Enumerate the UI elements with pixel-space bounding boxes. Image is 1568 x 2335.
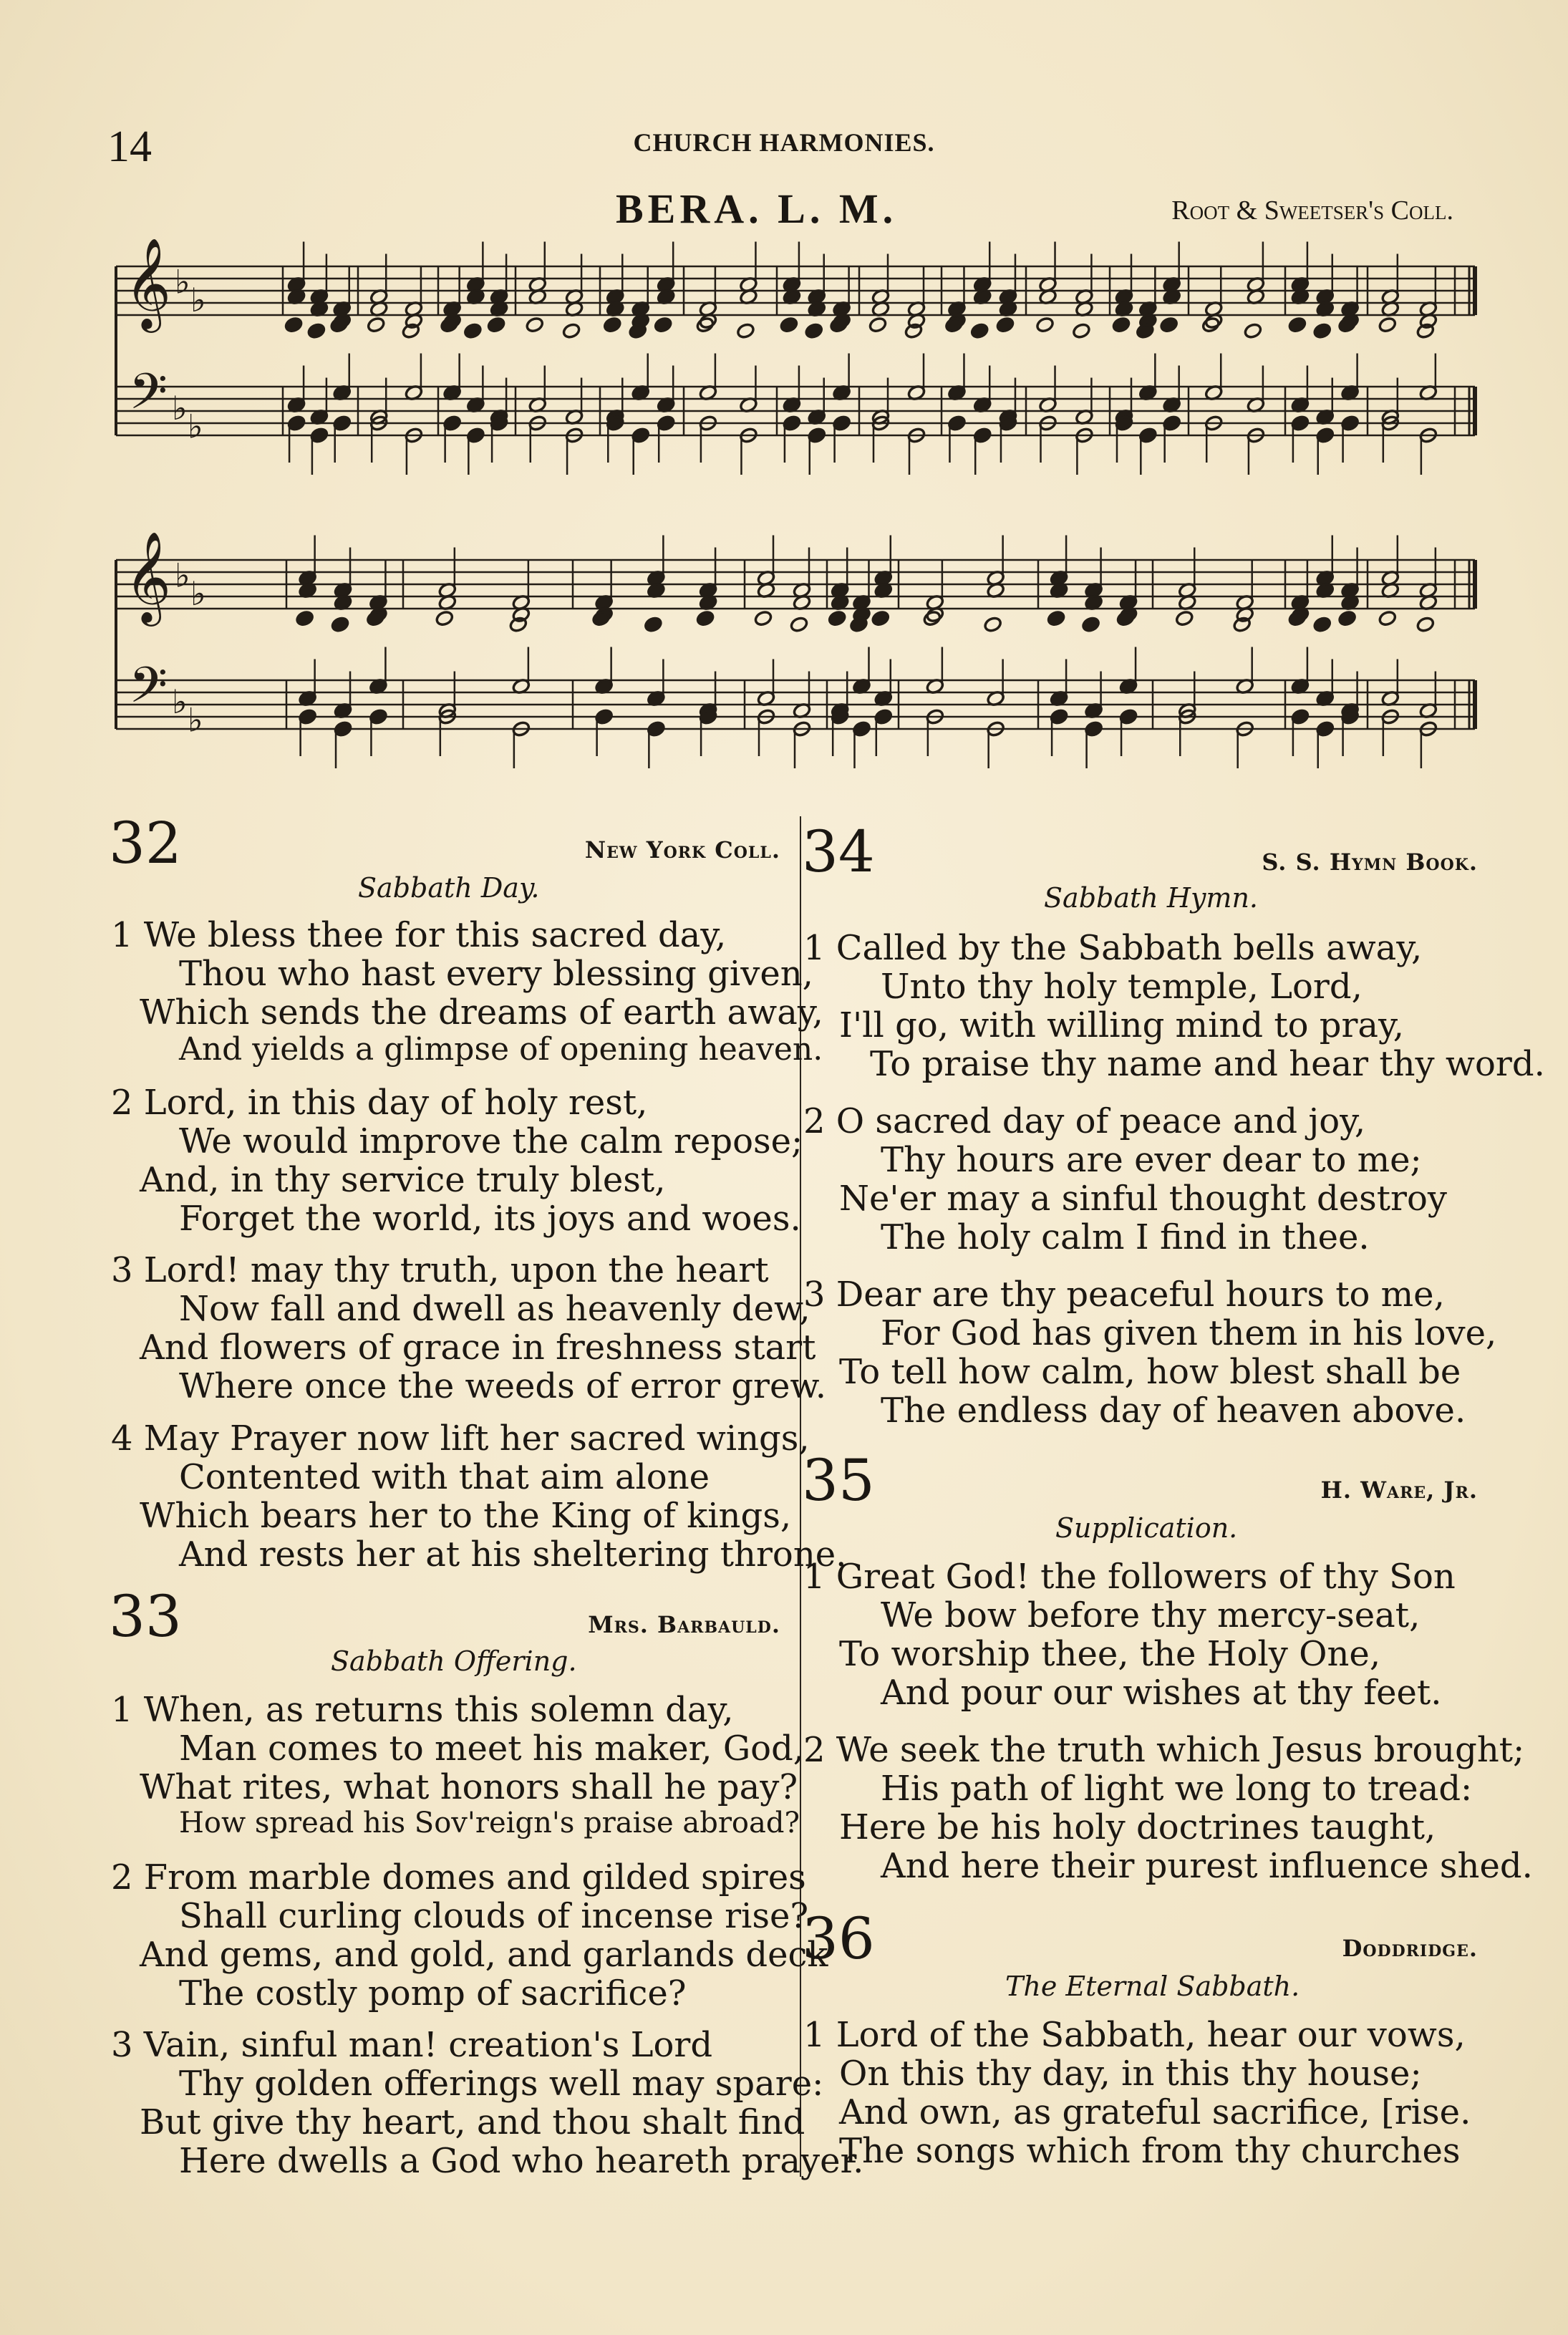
verse-line: 1 Called by the Sabbath bells away,: [803, 928, 1423, 968]
note-head: [1047, 610, 1066, 627]
note-head: [435, 610, 454, 627]
verse-line: To praise thy name and hear thy word.: [870, 1044, 1545, 1084]
hymn-title: Sabbath Day.: [358, 872, 540, 904]
note-head: [996, 316, 1015, 334]
hymn-title: Sabbath Offering.: [331, 1645, 577, 1677]
note-head: [331, 616, 350, 633]
verse-line: What rites, what honors shall he pay?: [140, 1767, 798, 1807]
note-head: [696, 610, 715, 627]
verse-line: And flowers of grace in freshness start: [140, 1328, 816, 1368]
flat-sign: ♭: [190, 281, 206, 319]
treble-clef: 𝄞: [125, 237, 172, 329]
page-number: 14: [107, 122, 152, 171]
hymn-number: 34: [802, 818, 875, 885]
verse-line: The endless day of heaven above.: [881, 1391, 1466, 1431]
verse-line: Unto thy holy temple, Lord,: [881, 967, 1363, 1007]
bass-clef: 𝄢: [129, 362, 168, 433]
verse-line: 1 Lord of the Sabbath, hear our vows,: [803, 2015, 1466, 2055]
verse-line: Thy hours are ever dear to me;: [881, 1140, 1422, 1180]
treble-clef: 𝄞: [125, 531, 172, 623]
music-score: [0, 0, 1568, 788]
hymn-number: 33: [109, 1583, 182, 1650]
verse-line: The songs which from thy churches: [839, 2131, 1461, 2171]
note-head: [367, 316, 386, 334]
verse-line: Thy golden offerings well may spare:: [179, 2064, 824, 2104]
verse-line: And gems, and gold, and garlands deck: [140, 1935, 828, 1975]
note-head: [463, 322, 483, 339]
verse-line: Man comes to meet his maker, God,: [179, 1729, 805, 1769]
verse-line: But give thy heart, and thou shalt find: [140, 2102, 805, 2142]
verse-line: And yields a glimpse of opening heaven.: [179, 1031, 823, 1068]
note-head: [1159, 316, 1179, 334]
verse-line: 3 Lord! may thy truth, upon the heart: [111, 1250, 769, 1290]
note-head: [736, 322, 755, 339]
verse-line: Here dwells a God who heareth prayer.: [179, 2141, 864, 2181]
note-head: [871, 610, 890, 627]
note-head: [307, 322, 326, 339]
note-head: [696, 316, 715, 334]
hymn-author: Doddridge.: [1342, 1935, 1478, 1962]
note-head: [525, 316, 544, 334]
note-head: [644, 616, 663, 633]
tune-title: BERA. L. M.: [616, 185, 898, 232]
note-head: [983, 616, 1002, 633]
verse-line: Contented with that aim alone: [179, 1457, 710, 1497]
bass-clef: 𝄢: [129, 656, 168, 727]
note-head: [780, 316, 799, 334]
note-head: [1312, 616, 1332, 633]
tune-source: Root & Sweetser's Coll.: [1171, 195, 1453, 226]
note-head: [1312, 322, 1332, 339]
running-title: CHURCH HARMONIES.: [633, 128, 935, 157]
verse-line: Ne'er may a sinful thought destroy: [839, 1179, 1447, 1219]
verse-line: Thou who hast every blessing given,: [179, 954, 813, 994]
note-head: [868, 316, 888, 334]
verse-line: 2 Lord, in this day of holy rest,: [111, 1083, 648, 1123]
verse-line: Which bears her to the King of kings,: [140, 1496, 792, 1536]
verse-line: Which sends the dreams of earth away,: [140, 992, 823, 1033]
note-head: [1416, 616, 1436, 633]
note-head: [804, 322, 823, 339]
flat-sign: ♭: [175, 262, 190, 301]
note-head: [1288, 316, 1307, 334]
verse-line: And rests her at his sheltering throne.: [179, 1534, 847, 1575]
note-head: [295, 610, 314, 627]
verse-line: Where once the weeds of error grew.: [179, 1366, 827, 1406]
note-head: [1378, 610, 1397, 627]
note-head: [603, 316, 622, 334]
hymn-title: The Eternal Sabbath.: [1005, 1971, 1300, 2002]
verse-line: Shall curling clouds of incense rise?: [179, 1896, 809, 1936]
flat-sign: ♭: [188, 407, 203, 446]
flat-sign: ♭: [175, 556, 190, 595]
verse-line: To tell how calm, how blest shall be: [839, 1352, 1461, 1392]
hymn-author: S. S. Hymn Book.: [1262, 849, 1478, 876]
verse-line: Forget the world, its joys and woes.: [179, 1199, 801, 1239]
note-head: [1201, 316, 1221, 334]
verse-line: The holy calm I find in thee.: [881, 1217, 1370, 1257]
verse-line: 2 O sacred day of peace and joy,: [803, 1101, 1366, 1141]
verse-line: The costly pomp of sacrifice?: [179, 1973, 687, 2013]
verse-line: Now fall and dwell as heavenly dew,: [179, 1289, 810, 1329]
verse-line: 3 Dear are thy peaceful hours to me,: [803, 1275, 1445, 1315]
verse-line: 1 Great God! the followers of thy Son: [803, 1557, 1456, 1597]
note-head: [1337, 610, 1357, 627]
verse-line: To worship thee, the Holy One,: [839, 1634, 1381, 1674]
hymn-number: 35: [802, 1447, 875, 1514]
note-head: [487, 316, 506, 334]
flat-sign: ♭: [172, 682, 188, 721]
note-head: [1378, 316, 1397, 334]
hymn-author: H. Ware, Jr.: [1320, 1476, 1478, 1504]
verse-line: 1 We bless thee for this sacred day,: [111, 915, 727, 955]
note-head: [562, 322, 581, 339]
note-head: [754, 610, 773, 627]
note-head: [923, 610, 942, 627]
verse-line: And pour our wishes at thy feet.: [881, 1673, 1442, 1713]
note-head: [1081, 616, 1100, 633]
note-head: [1112, 316, 1131, 334]
verse-line: How spread his Sov'reign's praise abroad?: [179, 1807, 800, 1840]
hymn-author: Mrs. Barbauld.: [588, 1611, 780, 1638]
note-head: [790, 616, 809, 633]
verse-line: On this thy day, in this thy house;: [839, 2054, 1422, 2094]
verse-line: We would improve the calm repose;: [179, 1121, 803, 1161]
note-head: [828, 610, 847, 627]
note-head: [970, 322, 989, 339]
verse-line: 2 We seek the truth which Jesus brought;: [803, 1730, 1525, 1770]
verse-line: For God has given them in his love,: [881, 1313, 1497, 1353]
hymn-title: Sabbath Hymn.: [1044, 882, 1259, 914]
note-head: [1035, 316, 1055, 334]
note-head: [1175, 610, 1194, 627]
hymn-number: 36: [802, 1905, 875, 1972]
verse-line: And here their purest influence shed.: [881, 1846, 1533, 1886]
verse-line: 4 May Prayer now lift her sacred wings,: [111, 1418, 810, 1459]
hymn-author: New York Coll.: [584, 836, 780, 864]
verse-line: His path of light we long to tread:: [881, 1769, 1473, 1809]
verse-line: And own, as grateful sacrifice, [rise.: [839, 2092, 1471, 2132]
verse-line: 3 Vain, sinful man! creation's Lord: [111, 2025, 713, 2065]
note-head: [1072, 322, 1091, 339]
verse-line: I'll go, with willing mind to pray,: [839, 1005, 1405, 1045]
note-head: [284, 316, 304, 334]
note-head: [1244, 322, 1263, 339]
hymn-number: 32: [109, 810, 182, 876]
hymn-title: Supplication.: [1055, 1512, 1238, 1544]
verse-line: 1 When, as returns this solemn day,: [111, 1690, 734, 1730]
flat-sign: ♭: [172, 389, 188, 427]
flat-sign: ♭: [188, 700, 203, 740]
verse-line: And, in thy service truly blest,: [140, 1160, 666, 1200]
verse-line: Here be his holy doctrines taught,: [839, 1807, 1436, 1847]
flat-sign: ♭: [190, 574, 206, 613]
verse-line: We bow before thy mercy-seat,: [881, 1595, 1421, 1635]
note-head: [654, 316, 673, 334]
verse-line: 2 From marble domes and gilded spires: [111, 1857, 806, 1898]
